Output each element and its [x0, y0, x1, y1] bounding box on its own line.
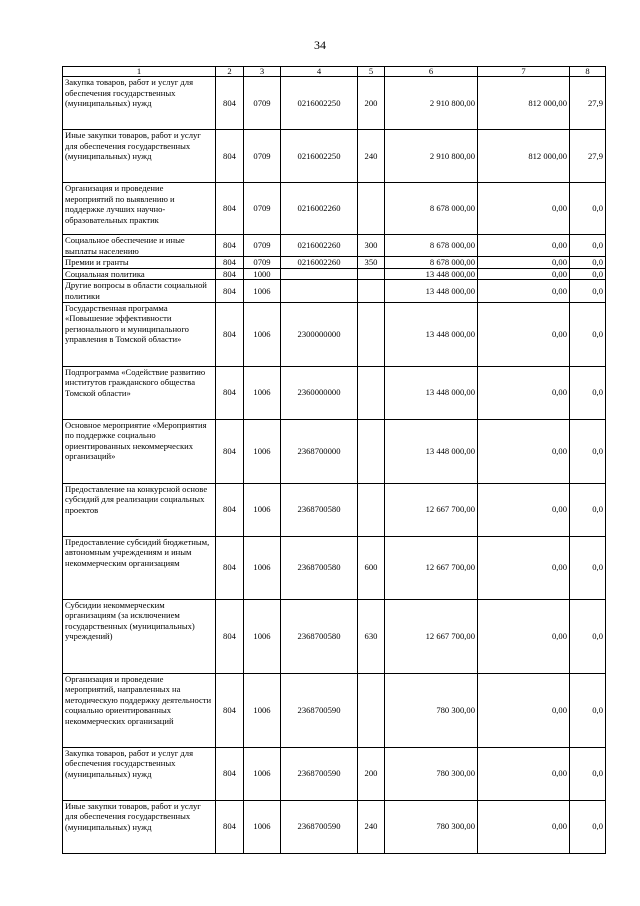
target-article-code: 0216002260 [281, 183, 358, 235]
table-row [63, 183, 606, 235]
planned-amount: 13 448 000,00 [385, 366, 478, 419]
actual-amount: 0,00 [478, 257, 570, 269]
column-header: 3 [244, 67, 281, 77]
actual-amount: 0,00 [478, 366, 570, 419]
column-header: 8 [570, 67, 606, 77]
table-row [63, 800, 606, 853]
ministry-code: 804 [216, 419, 244, 483]
execution-percent: 0,0 [570, 747, 606, 800]
section-code: 1006 [244, 536, 281, 599]
planned-amount: 2 910 800,00 [385, 77, 478, 130]
planned-amount: 12 667 700,00 [385, 536, 478, 599]
expense-type-code: 600 [358, 536, 385, 599]
execution-percent: 0,0 [570, 599, 606, 673]
ministry-code: 804 [216, 366, 244, 419]
execution-percent: 0,0 [570, 673, 606, 747]
table-row [63, 302, 606, 366]
column-header: 2 [216, 67, 244, 77]
target-article-code: 2368700590 [281, 747, 358, 800]
execution-percent: 0,0 [570, 483, 606, 536]
section-code: 0709 [244, 235, 281, 257]
ministry-code: 804 [216, 280, 244, 302]
target-article-code: 0216002250 [281, 130, 358, 183]
budget-table [62, 66, 606, 854]
section-code: 1000 [244, 268, 281, 280]
expense-type-code [358, 366, 385, 419]
section-code: 0709 [244, 77, 281, 130]
row-name: Организация и проведение мероприятий, направленных на методическую поддержку деятельности социально ориентированных некоммерческих организаций [63, 673, 216, 747]
planned-amount: 780 300,00 [385, 747, 478, 800]
ministry-code: 804 [216, 183, 244, 235]
table-row [63, 77, 606, 130]
column-number-row [63, 67, 606, 77]
target-article-code: 2368700580 [281, 483, 358, 536]
actual-amount: 0,00 [478, 235, 570, 257]
actual-amount: 0,00 [478, 183, 570, 235]
table-row [63, 747, 606, 800]
row-name: Иные закупки товаров, работ и услуг для обеспечения государственных (муниципальных) нужд [63, 800, 216, 853]
target-article-code [281, 280, 358, 302]
expense-type-code: 200 [358, 77, 385, 130]
row-name: Другие вопросы в области социальной политики [63, 280, 216, 302]
column-header: 7 [478, 67, 570, 77]
expense-type-code [358, 673, 385, 747]
expense-type-code: 240 [358, 800, 385, 853]
expense-type-code [358, 302, 385, 366]
expense-type-code: 350 [358, 257, 385, 269]
execution-percent: 0,0 [570, 366, 606, 419]
expense-type-code [358, 183, 385, 235]
table-row [63, 268, 606, 280]
table-row [63, 257, 606, 269]
table-row [63, 536, 606, 599]
actual-amount: 0,00 [478, 599, 570, 673]
row-name: Предоставление на конкурсной основе субсидий для реализации социальных проектов [63, 483, 216, 536]
table-body [63, 77, 606, 854]
target-article-code: 2300000000 [281, 302, 358, 366]
table-row [63, 280, 606, 302]
execution-percent: 0,0 [570, 536, 606, 599]
ministry-code: 804 [216, 747, 244, 800]
section-code: 1006 [244, 366, 281, 419]
execution-percent: 0,0 [570, 800, 606, 853]
table-row [63, 483, 606, 536]
target-article-code: 2368700580 [281, 599, 358, 673]
row-name: Социальная политика [63, 268, 216, 280]
row-name: Социальное обеспечение и иные выплаты населению [63, 235, 216, 257]
section-code: 0709 [244, 183, 281, 235]
target-article-code: 2360000000 [281, 366, 358, 419]
target-article-code: 2368700580 [281, 536, 358, 599]
planned-amount: 780 300,00 [385, 673, 478, 747]
planned-amount: 780 300,00 [385, 800, 478, 853]
actual-amount: 0,00 [478, 483, 570, 536]
table-row [63, 673, 606, 747]
section-code: 1006 [244, 800, 281, 853]
section-code: 1006 [244, 483, 281, 536]
column-header: 5 [358, 67, 385, 77]
column-header: 1 [63, 67, 216, 77]
page-number: 34 [314, 38, 326, 52]
actual-amount: 812 000,00 [478, 130, 570, 183]
ministry-code: 804 [216, 130, 244, 183]
expense-type-code: 200 [358, 747, 385, 800]
ministry-code: 804 [216, 483, 244, 536]
table-row [63, 419, 606, 483]
execution-percent: 0,0 [570, 302, 606, 366]
planned-amount: 12 667 700,00 [385, 483, 478, 536]
target-article-code: 0216002260 [281, 235, 358, 257]
planned-amount: 8 678 000,00 [385, 257, 478, 269]
row-name: Государственная программа «Повышение эффективности регионального и муниципального управления в Томской области» [63, 302, 216, 366]
section-code: 0709 [244, 130, 281, 183]
section-code: 1006 [244, 599, 281, 673]
row-name: Основное мероприятие «Мероприятия по поддержке социально ориентированных некоммерческих организаций» [63, 419, 216, 483]
actual-amount: 0,00 [478, 268, 570, 280]
ministry-code: 804 [216, 268, 244, 280]
planned-amount: 13 448 000,00 [385, 419, 478, 483]
expense-type-code [358, 268, 385, 280]
planned-amount: 8 678 000,00 [385, 183, 478, 235]
section-code: 1006 [244, 302, 281, 366]
column-header: 4 [281, 67, 358, 77]
actual-amount: 0,00 [478, 673, 570, 747]
actual-amount: 0,00 [478, 419, 570, 483]
column-header: 6 [385, 67, 478, 77]
row-name: Премии и гранты [63, 257, 216, 269]
row-name: Предоставление субсидий бюджетным, автономным учреждениям и иным некоммерческим организациям [63, 536, 216, 599]
execution-percent: 0,0 [570, 419, 606, 483]
planned-amount: 13 448 000,00 [385, 268, 478, 280]
planned-amount: 13 448 000,00 [385, 302, 478, 366]
planned-amount: 12 667 700,00 [385, 599, 478, 673]
row-name: Организация и проведение мероприятий по выявлению и поддержке лучших научно-образовательных практик [63, 183, 216, 235]
section-code: 0709 [244, 257, 281, 269]
expense-type-code: 630 [358, 599, 385, 673]
execution-percent: 0,0 [570, 280, 606, 302]
target-article-code: 0216002250 [281, 77, 358, 130]
execution-percent: 0,0 [570, 257, 606, 269]
actual-amount: 0,00 [478, 747, 570, 800]
target-article-code: 2368700000 [281, 419, 358, 483]
expense-type-code [358, 483, 385, 536]
row-name: Подпрограмма «Содействие развитию институтов гражданского общества Томской области» [63, 366, 216, 419]
ministry-code: 804 [216, 302, 244, 366]
table-row [63, 599, 606, 673]
row-name: Субсидии некоммерческим организациям (за исключением государственных (муниципальных) учреждений) [63, 599, 216, 673]
execution-percent: 0,0 [570, 235, 606, 257]
execution-percent: 0,0 [570, 183, 606, 235]
row-name: Иные закупки товаров, работ и услуг для обеспечения государственных (муниципальных) нужд [63, 130, 216, 183]
table-row [63, 130, 606, 183]
ministry-code: 804 [216, 536, 244, 599]
actual-amount: 0,00 [478, 536, 570, 599]
ministry-code: 804 [216, 599, 244, 673]
ministry-code: 804 [216, 235, 244, 257]
execution-percent: 27,9 [570, 130, 606, 183]
row-name: Закупка товаров, работ и услуг для обеспечения государственных (муниципальных) нужд [63, 77, 216, 130]
ministry-code: 804 [216, 673, 244, 747]
execution-percent: 27,9 [570, 77, 606, 130]
expense-type-code: 240 [358, 130, 385, 183]
section-code: 1006 [244, 280, 281, 302]
section-code: 1006 [244, 673, 281, 747]
ministry-code: 804 [216, 257, 244, 269]
table-row [63, 235, 606, 257]
planned-amount: 8 678 000,00 [385, 235, 478, 257]
ministry-code: 804 [216, 77, 244, 130]
planned-amount: 13 448 000,00 [385, 280, 478, 302]
planned-amount: 2 910 800,00 [385, 130, 478, 183]
expense-type-code [358, 419, 385, 483]
target-article-code: 2368700590 [281, 673, 358, 747]
table-row [63, 366, 606, 419]
actual-amount: 0,00 [478, 280, 570, 302]
section-code: 1006 [244, 419, 281, 483]
row-name: Закупка товаров, работ и услуг для обеспечения государственных (муниципальных) нужд [63, 747, 216, 800]
section-code: 1006 [244, 747, 281, 800]
target-article-code: 2368700590 [281, 800, 358, 853]
execution-percent: 0,0 [570, 268, 606, 280]
target-article-code [281, 268, 358, 280]
ministry-code: 804 [216, 800, 244, 853]
actual-amount: 0,00 [478, 800, 570, 853]
actual-amount: 812 000,00 [478, 77, 570, 130]
expense-type-code: 300 [358, 235, 385, 257]
actual-amount: 0,00 [478, 302, 570, 366]
expense-type-code [358, 280, 385, 302]
target-article-code: 0216002260 [281, 257, 358, 269]
